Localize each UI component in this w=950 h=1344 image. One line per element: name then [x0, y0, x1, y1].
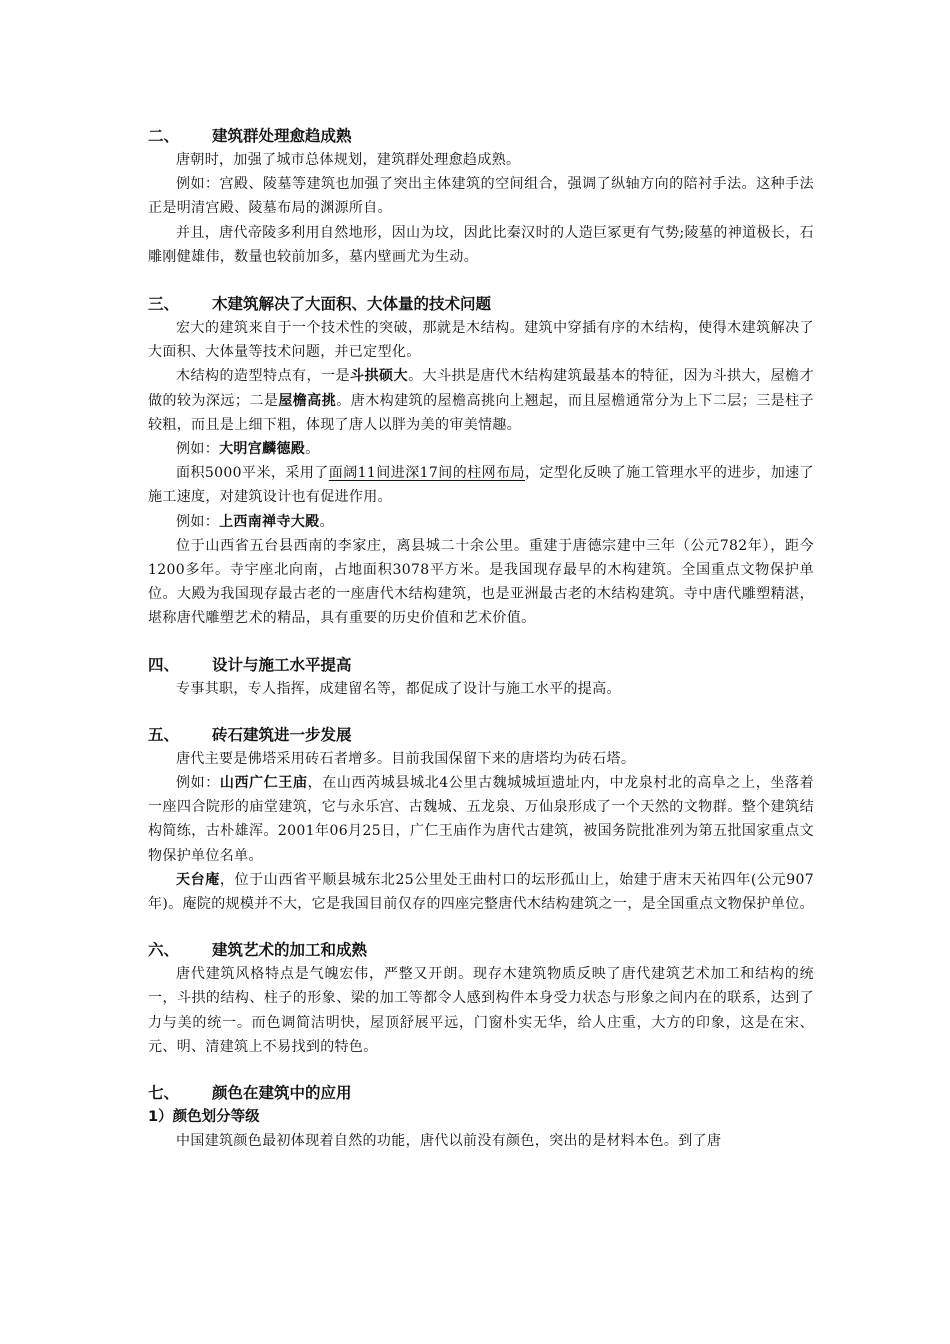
text-run: 例如：: [176, 441, 220, 458]
section-7: [148, 1081, 814, 1153]
text-run: ，定型化反映了施工管理水平的进步，加速了施工速度，对建筑设计也有促进作用。: [148, 465, 814, 506]
paragraph: [148, 747, 814, 771]
paragraph: [148, 172, 814, 220]
section-heading: [148, 1081, 814, 1105]
text-run: 唐代建筑风格特点是气魄宏伟，严整又开朗。现存木建筑物质反映了唐代建筑艺术加工和结构的统一，斗拱的结构、柱子的形象、梁的加工等都令人感到构件本身受力状态与形象之间内在的联系，达到了力与美的统一。而色调简洁明快，屋顶舒展平远，门窗朴实无华，给人庄重，大方的印象，这是在宋、元、明、清建筑上不易找到的特色。: [148, 966, 814, 1055]
subheading: 1）颜色划分等级: [148, 1109, 260, 1126]
paragraph: [148, 461, 814, 509]
bold-term: 山西广仁王庙: [219, 775, 308, 792]
text-run: 专事其职，专人指挥，成建留名等，都促成了设计与施工水平的提高。: [176, 680, 621, 697]
section-number: 七、: [148, 1084, 180, 1103]
section-heading: [148, 292, 814, 316]
section-2: [148, 124, 814, 269]
paragraph: [148, 868, 814, 916]
section-title: 设计与施工水平提高: [212, 655, 352, 674]
underlined-term: 面阔11间进深17间的柱网布局: [328, 465, 525, 482]
text-run: 宏大的建筑来自于一个技术性的突破，那就是木结构。建筑中穿插有序的木结构，使得木建筑解决了大面积、大体量等技术问题，并已定型化。: [148, 320, 814, 361]
paragraph: [148, 771, 814, 868]
paragraph: [148, 510, 814, 534]
paragraph: [148, 364, 814, 437]
section-number: 二、: [148, 127, 180, 145]
bold-term: 斗拱硕大: [350, 368, 409, 385]
text-run: ，位于山西省平顺县城东北25公里处王曲村口的坛形孤山上，始建于唐末天祐四年(公元907年)。庵院的规模并不大，它是我国目前仅存的四座完整唐代木结构建筑之一，是全国重点文物保护单位。: [148, 871, 814, 913]
text-run: 木结构的造型特点有，一是: [176, 368, 351, 385]
section-number: 三、: [148, 295, 180, 314]
text-run: 。唐木构建筑的屋檐高挑向上翘起，而且屋檐通常分为上下二层；三是柱子较粗，而且是上细下粗，体现了唐人以胖为美的审美情趣。: [148, 392, 814, 433]
paragraph: [148, 534, 814, 631]
bold-term: 屋檐高挑: [278, 392, 337, 409]
section-title: 砖石建筑进一步发展: [212, 725, 352, 744]
text-run: 面积5000平米，采用了: [176, 465, 329, 482]
paragraph: [148, 677, 814, 701]
section-title: 建筑群处理愈趋成熟: [212, 127, 352, 145]
text-run: 。大斗拱是唐代木结构建筑最基本的特征，因为斗拱大，屋檐才做的较为深远；二是: [148, 368, 814, 409]
text-run: 唐代主要是佛塔采用砖石者增多。目前我国保留下来的唐塔均为砖石塔。: [176, 750, 636, 767]
section-title: 建筑艺术的加工和成熟: [212, 941, 368, 960]
text-run: 。: [305, 441, 320, 458]
text-run: 。: [319, 513, 334, 530]
section-5: [148, 723, 814, 916]
paragraph: [148, 962, 814, 1059]
section-title: 颜色在建筑中的应用: [212, 1084, 352, 1103]
bold-term: 天台庵: [176, 871, 220, 888]
text-run: 例如：宫殿、陵墓等建筑也加强了突出主体建筑的空间组合，强调了纵轴方向的陪衬手法。这种手法正是明清宫殿、陵墓布局的渊源所自。: [148, 176, 814, 217]
document-body: [148, 124, 814, 1153]
section-heading: [148, 653, 814, 677]
text-run: ，在山西芮城县城北4公里古魏城城垣遗址内，中龙泉村北的高阜之上，坐落着一座四合院形的庙堂建筑，它与永乐宫、古魏城、五龙泉、万仙泉形成了一个天然的文物群。整个建筑结构简练，古朴雄浑。2001年06月25日，广仁王庙作为唐代古建筑，被国务院批准列为第五批国家重点文物保护单位名单。: [148, 775, 814, 864]
paragraph: [148, 316, 814, 364]
text-run: 例如：: [176, 775, 220, 792]
section-heading: [148, 723, 814, 747]
paragraph: [148, 1129, 814, 1153]
section-heading: [148, 124, 814, 148]
section-4: [148, 653, 814, 701]
section-number: 六、: [148, 941, 180, 960]
section-number: 四、: [148, 655, 180, 674]
bold-term: 上西南禅寺大殿: [219, 513, 320, 530]
text-run: 并且，唐代帝陵多利用自然地形，因山为坟，因此比秦汉时的人造巨冢更有气势;陵墓的神道极长，石雕刚健雄伟，数量也较前加多，墓内壁画尤为生动。: [148, 224, 814, 265]
section-number: 五、: [148, 725, 180, 744]
section-heading: [148, 938, 814, 962]
bold-term: 大明宫麟德殿: [219, 441, 306, 458]
text-run: 例如：: [176, 513, 220, 530]
section-3: [148, 292, 814, 631]
paragraph: [148, 221, 814, 269]
text-run: 位于山西省五台县西南的李家庄，离县城二十余公里。重建于唐德宗建中三年（公元782年），距今1200多年。寺宇座北向南，占地面积3078平方米。是我国现存最早的木构建筑。全国重点文物保护单位。大殿为我国现存最古老的一座唐代木结构建筑，也是亚洲最古老的木结构建筑。寺中唐代雕塑精湛，堪称唐代雕塑艺术的精品，具有重要的历史价值和艺术价值。: [148, 537, 814, 627]
section-6: [148, 938, 814, 1059]
text-run: 唐朝时，加强了城市总体规划，建筑群处理愈趋成熟。: [176, 152, 521, 168]
paragraph: [148, 148, 814, 172]
text-run: 中国建筑颜色最初体现着自然的功能，唐代以前没有颜色，突出的是材料本色。到了唐: [176, 1133, 722, 1150]
paragraph: [148, 437, 814, 461]
section-title: 木建筑解决了大面积、大体量的技术问题: [212, 295, 492, 314]
